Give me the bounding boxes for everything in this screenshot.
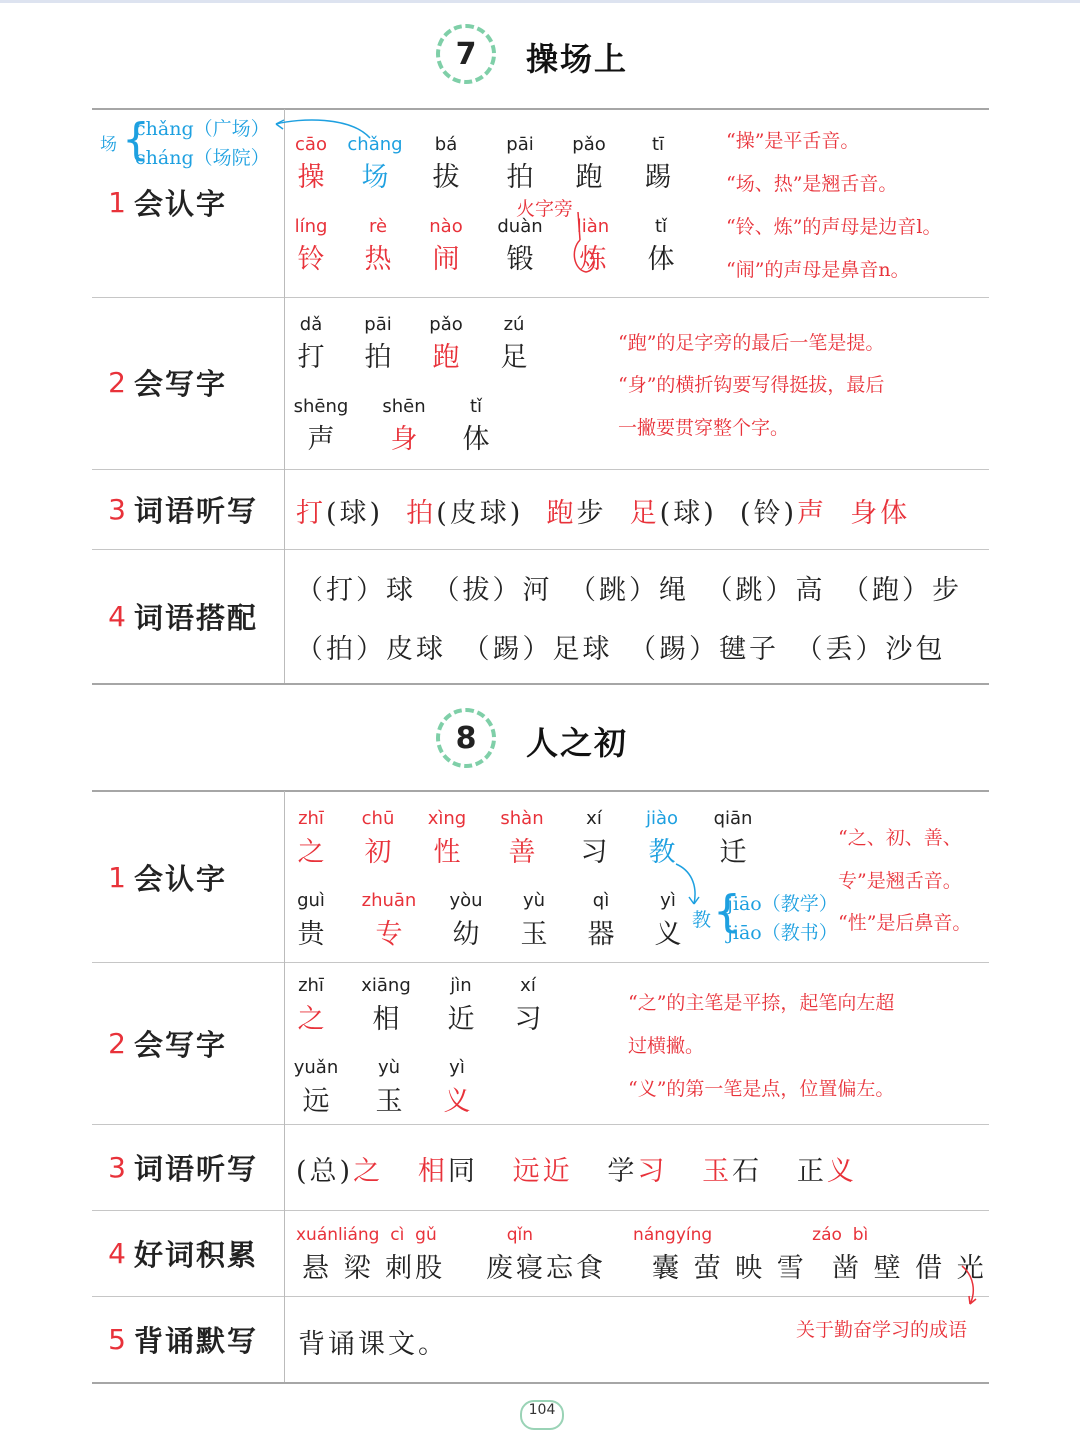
character: 玉: [375, 1086, 403, 1117]
character: 迁: [719, 837, 747, 868]
row-label-recognize: [100, 857, 227, 897]
character: 性: [433, 837, 461, 868]
pinyin: zhī: [298, 975, 324, 996]
row-label-recite: [100, 1319, 258, 1359]
row-label-write: [100, 1023, 227, 1063]
note-line: “之、初、善、: [838, 827, 962, 849]
character: 之: [297, 837, 325, 868]
brace-icon: {: [122, 114, 150, 165]
pinyin: chǎng: [347, 134, 403, 155]
table-border: [92, 790, 989, 792]
character: 善: [508, 837, 536, 868]
pinyin: xí: [520, 975, 536, 996]
pinyin: zú: [503, 314, 525, 335]
pinyin: qì: [592, 890, 610, 911]
words-pinyin-line: [296, 1225, 868, 1245]
pinyin: tī: [651, 134, 665, 155]
character: 之: [297, 1004, 325, 1035]
pinyin: bá: [434, 134, 458, 155]
idiom: 废寝忘食: [486, 1253, 606, 1284]
row-label-dictation: [100, 1147, 258, 1187]
words-note: 关于勤奋学习的成语: [796, 1319, 968, 1341]
character: 拍: [364, 342, 392, 373]
matching-line: （打）球 （拔）河 （跳）绳 （跳）高 （跑）步: [296, 575, 962, 606]
row-divider: [92, 297, 989, 298]
character: 足: [500, 342, 528, 373]
row-divider: [92, 1296, 989, 1297]
row-title: 会认字: [134, 861, 228, 896]
pinyin: duàn: [497, 216, 543, 237]
dictation-char: 远近: [512, 1156, 573, 1187]
row-title: 背诵默写: [134, 1323, 259, 1358]
character: 初: [364, 837, 392, 868]
polyphone-reading: cháng（场院）: [135, 147, 270, 169]
pinyin: bì: [852, 1225, 869, 1245]
idiom: 悬 梁 刺股: [302, 1253, 446, 1284]
note-line: “之”的主笔是平捺，起笔向左超: [628, 992, 895, 1014]
character: 锻: [506, 244, 534, 275]
pinyin: tǐ: [469, 396, 483, 417]
character: 习: [580, 837, 608, 868]
row-title: 好词积累: [134, 1237, 259, 1272]
row-divider: [92, 962, 989, 963]
row-title: 会认字: [134, 186, 228, 221]
row-title: 会写字: [134, 1027, 228, 1062]
pinyin: qǐn: [506, 1225, 534, 1245]
note-line: “身”的横折钩要写得挺拔，最后: [618, 374, 885, 396]
character: 义: [443, 1086, 471, 1117]
pinyin: yù: [377, 1057, 401, 1078]
dictation-char: (皮球): [436, 498, 524, 529]
row-title: 词语听写: [134, 1151, 259, 1186]
pinyin: zhī: [298, 808, 324, 829]
pinyin: náng: [633, 1225, 676, 1245]
pinyin: jiào: [645, 808, 679, 829]
dictation-char: 声: [797, 498, 827, 529]
top-border: [0, 0, 1080, 3]
pinyin: líng: [294, 216, 328, 237]
lesson-title: 操场上: [526, 40, 629, 78]
row-label-recognize: [100, 182, 227, 222]
dictation-char: 拍: [406, 498, 437, 529]
pinyin: shēng: [293, 396, 349, 417]
idiom: 凿 壁 借 光: [832, 1253, 987, 1284]
dictation-char: 习: [637, 1156, 668, 1187]
character: 习: [514, 1004, 542, 1035]
row-label-matching: [100, 596, 258, 636]
brace-icon: {: [713, 886, 741, 937]
dictation-char: 步: [576, 498, 607, 529]
idiom: 囊 萤 映 雪: [652, 1253, 807, 1284]
row-number: 1: [100, 186, 134, 219]
table-border: [92, 1382, 989, 1384]
column-divider: [284, 109, 285, 683]
polyphone-char: 场: [100, 135, 117, 155]
pinyin: tǐ: [654, 216, 668, 237]
row-title: 词语搭配: [134, 600, 259, 635]
row-number: 2: [100, 366, 134, 399]
row-divider: [92, 549, 989, 550]
dictation-char: 相: [417, 1156, 448, 1187]
page-number: 104: [520, 1400, 564, 1430]
row-number: 3: [100, 1151, 134, 1184]
character: 跑: [575, 162, 603, 193]
lesson-8-header: [0, 702, 1080, 782]
note-line: 过横撇。: [628, 1035, 705, 1057]
row-number: 1: [100, 861, 134, 894]
row-divider: [92, 1124, 989, 1125]
character: 闹: [432, 244, 460, 275]
pinyin: liàn: [576, 216, 610, 237]
pinyin: zhuān: [361, 890, 417, 911]
note-line: “场、热”是翘舌音。: [726, 173, 898, 195]
row-label-words: [100, 1233, 258, 1273]
dictation-char: 足: [629, 498, 660, 529]
row-divider: [92, 1210, 989, 1211]
character: 铃: [297, 244, 325, 275]
dictation-char: 石: [732, 1156, 763, 1187]
pinyin: yù: [522, 890, 546, 911]
character: 幼: [452, 919, 480, 950]
recite-text: 背诵课文。: [298, 1329, 448, 1360]
dictation-char: 体: [880, 498, 911, 529]
polyphone-reading: chǎng（广场）: [135, 118, 270, 140]
character: 炼: [579, 244, 607, 275]
column-divider: [284, 791, 285, 1382]
lesson-number-badge: 8: [436, 708, 496, 768]
pinyin: gǔ: [415, 1225, 437, 1245]
dictation-char: 学: [607, 1156, 638, 1187]
row-label-dictation: [100, 489, 258, 529]
dictation-char: 玉: [702, 1156, 733, 1187]
pinyin: xuán: [296, 1225, 339, 1245]
table-border: [92, 108, 989, 110]
character: 打: [297, 342, 325, 373]
pinyin: chū: [361, 808, 395, 829]
pinyin: cāo: [295, 134, 327, 155]
polyphone-char: 教: [692, 909, 712, 931]
pinyin: xiāng: [361, 975, 411, 996]
pinyin: qiān: [713, 808, 753, 829]
dictation-char: 正: [796, 1156, 827, 1187]
character: 场: [361, 162, 389, 193]
dictation-char: (球): [326, 498, 384, 529]
row-number: 4: [100, 600, 134, 633]
radical-note: 火字旁: [516, 198, 574, 220]
pinyin: shàn: [500, 808, 544, 829]
character: 操: [297, 162, 325, 193]
row-number: 3: [100, 493, 134, 526]
character: 身: [390, 424, 418, 455]
dictation-line: [296, 491, 910, 530]
character: 贵: [297, 919, 325, 950]
pinyin: xìng: [427, 808, 467, 829]
row-number: 5: [100, 1323, 134, 1356]
polyphone-reading: jiāo（教学）: [727, 893, 838, 915]
pinyin: shēn: [382, 396, 426, 417]
pinyin: xí: [586, 808, 602, 829]
lesson-7-header: [0, 18, 1080, 98]
arrow-icon: [958, 1262, 982, 1308]
note-line: “闹”的声母是鼻音n。: [726, 259, 910, 281]
pinyin: rè: [368, 216, 388, 237]
radical-circle-icon: [566, 210, 616, 280]
pinyin: záo: [812, 1225, 842, 1245]
pinyin: yíng: [675, 1225, 713, 1245]
note-line: 一撇要贯穿整个字。: [618, 417, 790, 439]
pinyin: pāi: [364, 314, 392, 335]
pinyin: pāi: [506, 134, 534, 155]
pinyin: guì: [297, 890, 325, 911]
dictation-char: (总): [296, 1156, 354, 1187]
character: 专: [375, 919, 403, 950]
polyphone-reading: jiāo（教书）: [727, 922, 838, 944]
note-line: “性”是后鼻音。: [838, 912, 972, 934]
pinyin: yòu: [449, 890, 483, 911]
character: 近: [447, 1004, 475, 1035]
row-number: 2: [100, 1027, 134, 1060]
dictation-char: 义: [826, 1156, 857, 1187]
row-divider: [92, 469, 989, 470]
dictation-char: (球): [659, 498, 717, 529]
character: 拍: [506, 162, 534, 193]
note-line: “铃、炼”的声母是边音l。: [726, 216, 942, 238]
dictation-char: 之: [353, 1156, 384, 1187]
lesson-title: 人之初: [526, 724, 629, 762]
matching-line: （拍）皮球 （踢）足球 （踢）毽子 （丢）沙包: [296, 634, 946, 665]
arrow-icon: [670, 860, 710, 910]
lesson-number-badge: 7: [436, 24, 496, 84]
pinyin: pǎo: [572, 134, 606, 155]
character: 体: [647, 244, 675, 275]
character: 相: [372, 1004, 400, 1035]
note-line: “义”的第一笔是点，位置偏左。: [628, 1078, 895, 1100]
pinyin: liáng: [338, 1225, 380, 1245]
character: 体: [462, 424, 490, 455]
character: 热: [364, 244, 392, 275]
dictation-char: 跑: [546, 498, 577, 529]
character: 教: [648, 837, 676, 868]
character: 跑: [432, 342, 460, 373]
pinyin: nào: [429, 216, 463, 237]
character: 拔: [432, 162, 460, 193]
pinyin: jìn: [450, 975, 472, 996]
dictation-char: (铃): [739, 498, 797, 529]
note-line: 专”是翘舌音。: [838, 870, 962, 892]
pinyin: pǎo: [429, 314, 463, 335]
character: 声: [307, 424, 335, 455]
pinyin: dǎ: [299, 314, 323, 335]
pinyin: yì: [449, 1057, 465, 1078]
row-number: 4: [100, 1237, 134, 1270]
row-title: 词语听写: [134, 493, 259, 528]
note-line: “跑”的足字旁的最后一笔是提。: [618, 332, 885, 354]
pinyin: cì: [390, 1225, 405, 1245]
dictation-char: 身: [850, 498, 881, 529]
dictation-char: 打: [296, 498, 326, 529]
note-line: “操”是平舌音。: [726, 130, 860, 152]
row-label-write: [100, 362, 227, 402]
dictation-char: 同: [447, 1156, 478, 1187]
character: 远: [302, 1086, 330, 1117]
pinyin: yì: [660, 890, 676, 911]
character: 义: [654, 919, 682, 950]
character: 踢: [644, 162, 672, 193]
row-title: 会写字: [134, 366, 228, 401]
character: 玉: [520, 919, 548, 950]
character: 器: [587, 919, 615, 950]
pinyin: yuǎn: [293, 1057, 339, 1078]
table-border: [92, 683, 989, 685]
dictation-line: [296, 1149, 857, 1188]
